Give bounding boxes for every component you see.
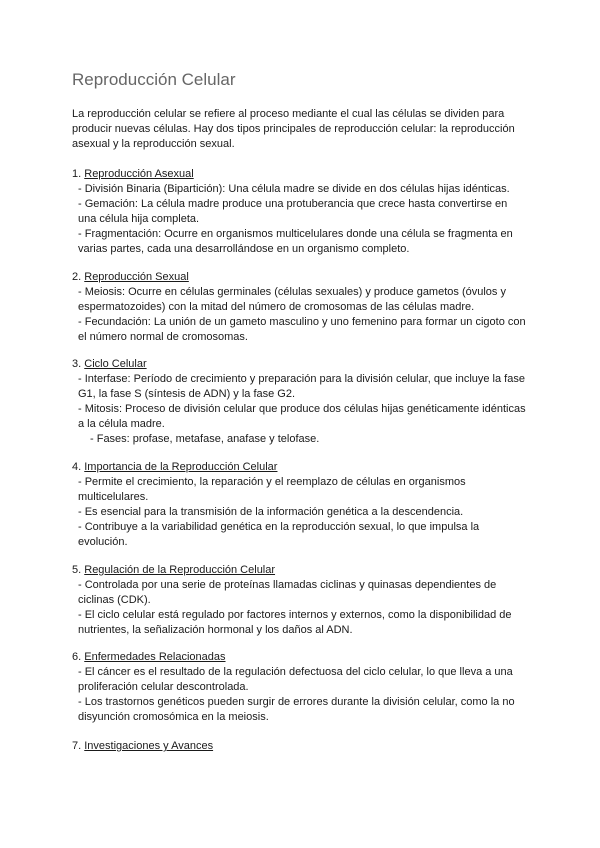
- list-item: - Interfase: Período de crecimiento y preparación para la división celular, que incluye la fase G1, la fase S (síntesis de ADN) y la fase G2.: [78, 373, 525, 400]
- list-item: - Controlada por una serie de proteínas llamadas ciclinas y quinasas dependientes de ciclinas (CDK).: [78, 579, 497, 606]
- section-importancia: [72, 460, 528, 550]
- section-heading: [72, 167, 528, 182]
- section-investigaciones: [72, 739, 528, 754]
- list-item: - Permite el crecimiento, la reparación y el reemplazo de células en organismos multicelulares.: [78, 476, 466, 503]
- section-heading: [72, 650, 528, 665]
- list-item: - Mitosis: Proceso de división celular que produce dos células hijas genéticamente idénticas a la célula madre.: [78, 403, 526, 430]
- section-number: 5.: [72, 564, 82, 576]
- section-number: 7.: [72, 740, 82, 752]
- list-item: - El ciclo celular está regulado por factores internos y externos, como la disponibilidad de nutrientes, la señalización hormonal y los daños al ADN.: [78, 609, 512, 636]
- section-title: Enfermedades Relacionadas: [84, 651, 226, 663]
- section-title: Regulación de la Reproducción Celular: [84, 564, 276, 576]
- section-number: 4.: [72, 461, 82, 473]
- section-reproduccion-asexual: [72, 167, 528, 257]
- list-item: - Gemación: La célula madre produce una protuberancia que crece hasta convertirse en una célula hija completa.: [78, 198, 508, 225]
- section-regulacion: [72, 563, 528, 638]
- list-subitem: - Fases: profase, metafase, anafase y telofase.: [90, 433, 320, 445]
- section-number: 2.: [72, 271, 82, 283]
- section-heading: [72, 460, 528, 475]
- section-heading: [72, 357, 528, 372]
- section-number: 1.: [72, 168, 82, 180]
- intro-paragraph: La reproducción celular se refiere al proceso mediante el cual las células se dividen para producir nuevas células. Hay dos tipos principales de reproducción celular: la reproducción asexual y la reproducción sexual.: [72, 108, 515, 150]
- section-ciclo-celular: [72, 357, 528, 447]
- list-item: - Los trastornos genéticos pueden surgir de errores durante la división celular, como la no disyunción cromosómica en la meiosis.: [78, 696, 515, 723]
- list-item: - Fragmentación: Ocurre en organismos multicelulares donde una célula se fragmenta en varias partes, cada una desarrollándose en un organismo completo.: [78, 228, 513, 255]
- section-title: Reproducción Asexual: [84, 168, 194, 180]
- list-item: - El cáncer es el resultado de la regulación defectuosa del ciclo celular, lo que lleva a una proliferación celular descontrolada.: [78, 666, 513, 693]
- section-number: 3.: [72, 358, 82, 370]
- section-heading: [72, 270, 528, 285]
- list-item: - Contribuye a la variabilidad genética en la reproducción sexual, lo que impulsa la evolución.: [78, 521, 480, 548]
- section-title: Importancia de la Reproducción Celular: [84, 461, 278, 473]
- section-enfermedades: [72, 650, 528, 725]
- section-heading: [72, 739, 528, 754]
- section-title: Investigaciones y Avances: [84, 740, 214, 752]
- page-title: Reproducción Celular: [72, 70, 236, 89]
- section-title: Reproducción Sexual: [84, 271, 189, 283]
- list-item: - Fecundación: La unión de un gameto masculino y uno femenino para formar un cigoto con el número normal de cromosomas.: [78, 316, 526, 343]
- list-item: - Es esencial para la transmisión de la información genética a la descendencia.: [78, 506, 464, 518]
- section-reproduccion-sexual: [72, 270, 528, 345]
- list-item: - División Binaria (Bipartición): Una célula madre se divide en dos células hijas idénticas.: [78, 183, 510, 195]
- list-item: - Meiosis: Ocurre en células germinales (células sexuales) y produce gametos (óvulos y espermatozoides) con la mitad del número de cromosomas de las células madre.: [78, 286, 506, 313]
- section-title: Ciclo Celular: [84, 358, 147, 370]
- section-number: 6.: [72, 651, 82, 663]
- section-heading: [72, 563, 528, 578]
